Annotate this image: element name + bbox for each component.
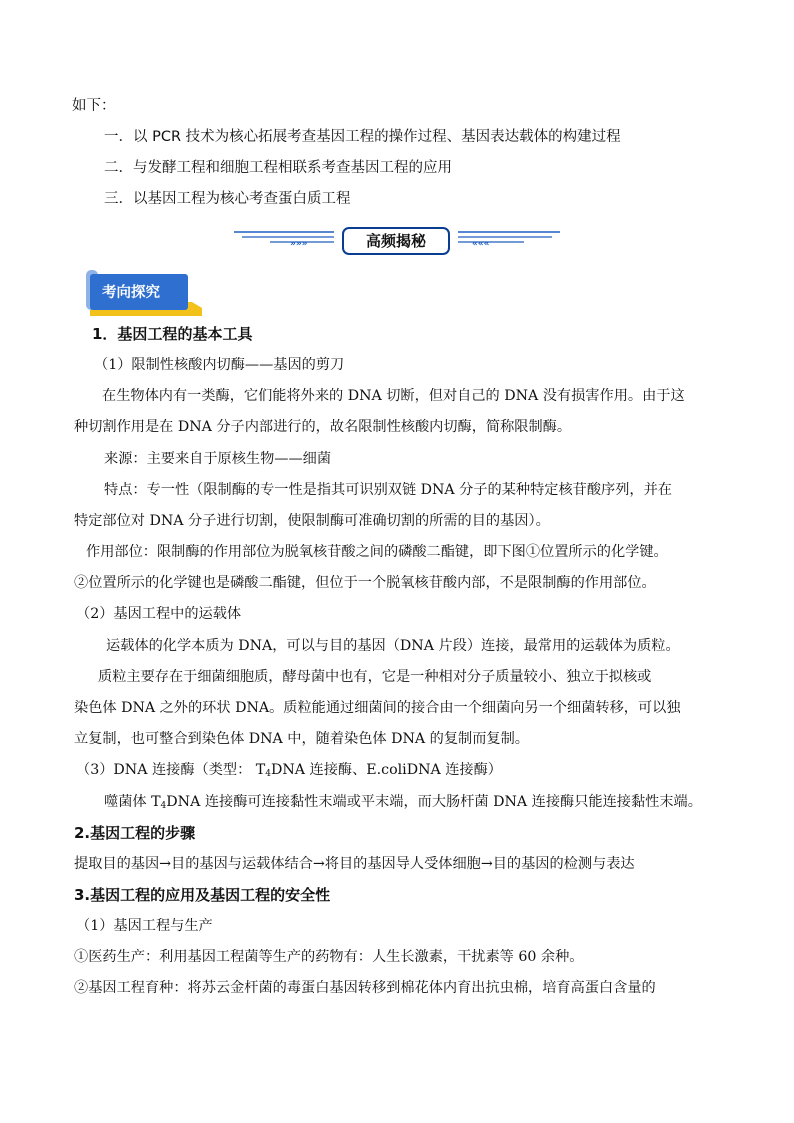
intro-item-2: 二．与发酵工程和细胞工程相联系考查基因工程的应用 [104,160,452,176]
section-banner [230,224,564,260]
para-site-a: 作用部位：限制酶的作用部位为脱氧核苷酸之间的磷酸二酯键，即下图①位置所示的化学键。 [86,544,668,560]
ligase-post: DNA 连接酶可连接黏性末端或平末端，而大肠杆菌 DNA 连接酶只能连接黏性末端。 [166,794,702,810]
para-ligase [104,792,702,816]
para-feature-b: 特定部位对 DNA 分子进行切割，使限制酶可准确切割的所需的目的基因）。 [74,513,550,529]
subheading-production: （1）基因工程与生产 [76,918,213,934]
heading-basic-tools: 1．基因工程的基本工具 [92,325,253,343]
para-vector: 运载体的化学本质为 DNA，可以与目的基因（DNA 片段）连接，最常用的运载体为质粒。 [106,638,680,654]
subheading-vector: （2）基因工程中的运载体 [76,606,242,622]
para-plasmid-c: 立复制，也可整合到染色体 DNA 中，随着染色体 DNA 的复制而复制。 [74,731,529,747]
para-plasmid-a: 质粒主要存在于细菌细胞质，酵母菌中也有，它是一种相对分子质量较小、独立于拟核或 [98,669,652,685]
tag-shape [84,268,202,320]
ligase-heading-pre: （3）DNA 连接酶（类型： T [76,762,266,778]
intro-item-1: 一．以 PCR 技术为核心拓展考查基因工程的操作过程、基因表达载体的构建过程 [104,129,621,145]
ligase-sub: 4 [160,801,167,811]
ligase-heading-post: DNA 连接酶、E.coliDNA 连接酶） [270,762,502,778]
section-tag [84,268,202,320]
heading-steps: 2.基因工程的步骤 [74,824,196,842]
banner-title: 高频揭秘 [342,227,450,255]
tag-label: 考向探究 [102,285,160,301]
para-feature-a: 特点：专一性（限制酶的专一性是指其可识别双链 DNA 分子的某种特定核苷酸序列，并在 [104,482,672,498]
ligase-pre: 噬菌体 T [104,794,161,810]
para-site-b: ②位置所示的化学键也是磷酸二酯键，但位于一个脱氧核苷酸内部，不是限制酶的作用部位。 [74,575,656,591]
intro-lead: 如下： [72,98,116,114]
para-plasmid-b: 染色体 DNA 之外的环状 DNA。质粒能通过细菌间的接合由一个细菌向另一个细菌转移，可以独 [74,700,681,716]
subheading-restriction-enzyme: （1）限制性核酸内切酶——基因的剪刀 [94,357,345,373]
para-restriction-1b: 种切割作用是在 DNA 分子内部进行的，故名限制性核酸内切酶，简称限制酶。 [74,419,572,435]
subheading-ligase [76,760,502,784]
para-breeding: ②基因工程育种：将苏云金杆菌的毒蛋白基因转移到棉花体内育出抗虫棉，培育高蛋白含量的 [74,980,656,996]
ligase-heading-sub: 4 [265,769,271,779]
para-restriction-1a: 在生物体内有一类酶，它们能将外来的 DNA 切断，但对自己的 DNA 没有损害作用。由于这 [102,388,685,404]
svg-text:«««: ««« [472,239,490,249]
para-steps: 提取目的基因→目的基因与运载体结合→将目的基因导人受体细胞→目的基因的检测与表达 [74,856,635,872]
intro-item-3: 三．以基因工程为核心考查蛋白质工程 [104,191,351,207]
para-medicine: ①医药生产：利用基因工程菌等生产的药物有：人生长激素，干扰素等 60 余种。 [74,949,584,965]
svg-text:»»»: »»» [290,239,308,249]
heading-applications: 3.基因工程的应用及基因工程的安全性 [74,886,331,904]
para-source: 来源：主要来自于原核生物——细菌 [104,451,332,467]
